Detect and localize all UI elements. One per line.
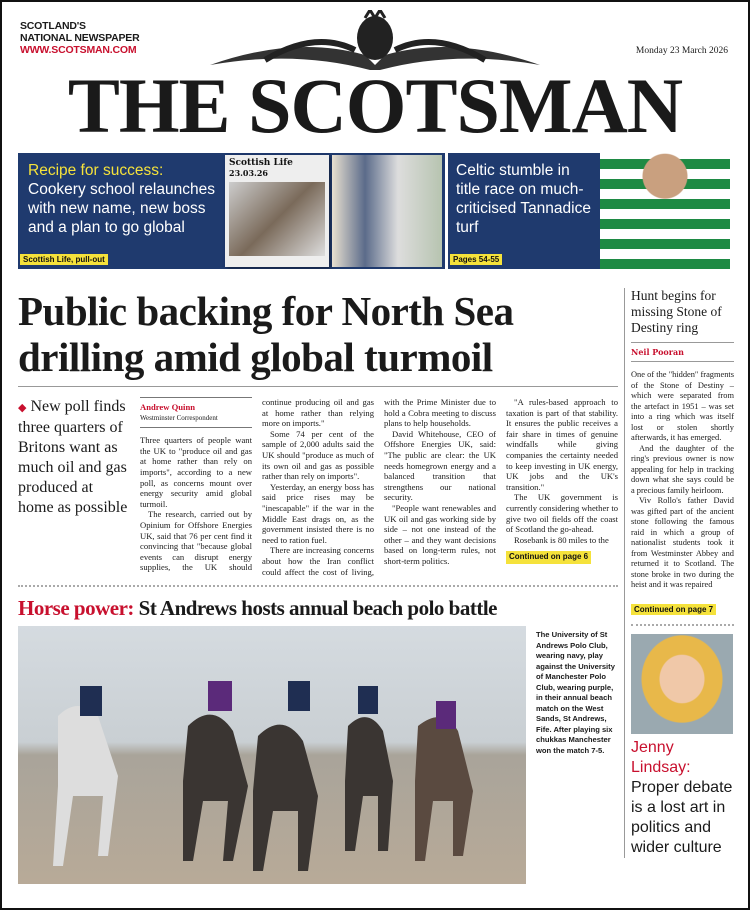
footballer-photo — [600, 153, 730, 269]
paragraph: "A rules-based approach to taxation is part of that stability. It ensures the public receives a fair share in times of genuine windfalls while giving companies the certainty needed to keep investing in UK energy, UK jobs and the UK's transition." — [506, 397, 618, 492]
divider — [631, 624, 734, 626]
side-column — [624, 288, 734, 858]
lead-body — [140, 397, 618, 577]
paragraph: Three quarters of people want the UK to "produce oil and gas at home rather than rely on imports", according to a new poll, as concerns mount over energy security amid global turmoil. — [140, 435, 252, 509]
paragraph: And the daughter of the ring's previous owner is now appealing for help in tracking down what she says could be a precious family heirloom. — [631, 443, 734, 495]
paragraph: Viv Rollo's father David was gifted part of the ancient stone following the famous raid in which a group of nationalist students took it from Westminster Abbey and returned it to Scotland. The stone broke in two during the heist and it was repaired — [631, 496, 734, 589]
promo-label: Pages 54-55 — [450, 254, 502, 265]
promo-label: Scottish Life, pull-out — [20, 254, 108, 265]
promo-text: Celtic stumble in title race on much-criticised Tannadice turf — [456, 162, 591, 236]
paragraph: There are increasing concerns about how the Iran conflict could affect the cost of living, with the Prime Minister due to hold a Cobra meeting to discuss plans to help households. — [262, 397, 496, 577]
promo-kicker: Recipe for success: — [28, 162, 164, 179]
column-promo[interactable] — [631, 738, 734, 858]
paragraph: "People want renewables and UK oil and gas working side by side – not one instead of the other – and they want decisions based on long-term rules, not short-term politics. — [384, 502, 496, 566]
website-link[interactable]: WWW.SCOTSMAN.COM — [20, 44, 137, 56]
polo-headline: Horse power: St Andrews hosts annual beach polo battle — [18, 596, 498, 621]
byline-box — [140, 397, 252, 428]
paragraph: The research, carried out by Opinium for Offshore Energies UK, said that 76 per cent find it convincing that "because global events can disrupt energy supplies, the UK should continue producing oil and gas at home rather than relying more on imports." — [140, 397, 374, 573]
magazine-pages — [332, 155, 442, 267]
tagline-line2: NATIONAL NEWSPAPER — [20, 32, 140, 44]
column-title: Proper debate is a lost art in politics and wider culture — [631, 778, 733, 856]
thistle-crest-logo — [205, 10, 545, 70]
columnist-photo — [631, 634, 733, 734]
divider — [18, 585, 618, 587]
tagline-line1: SCOTLAND'S — [20, 20, 86, 32]
paragraph: Some 74 per cent of the sample of 2,000 adults said the UK should "produce as much of its own oil and gas as possible rather than rely on imports". — [262, 428, 374, 482]
polo-photo — [18, 626, 526, 884]
paragraph: One of the "hidden" fragments of the Stone of Destiny – which were separated from the artefact in 1951 – was set into a ring which was itself lost or stolen shortly afterwards, it has emerged. — [631, 370, 734, 442]
columnist-name: Jenny Lindsay: — [631, 738, 691, 776]
byline: Andrew Quinn — [140, 402, 196, 412]
magazine-date: 23.03.26 — [229, 168, 268, 178]
main-column — [18, 288, 618, 884]
masthead-title: THE SCOTSMAN — [67, 62, 683, 149]
promo-text: Cookery school relaunches with new name, new boss and a plan to go global — [28, 181, 215, 236]
side-headline: Hunt begins for missing Stone of Destiny ring — [631, 288, 722, 335]
magazine-title: Scottish Life — [229, 158, 293, 168]
promo-celtic[interactable] — [448, 153, 730, 269]
side-byline: Neil Pooran — [631, 342, 734, 362]
continued-link[interactable]: Continued on page 7 — [631, 604, 716, 615]
paragraph: The UK government is currently considering whether to give two oil fields off the coast of Scotland the go-ahead. — [506, 492, 618, 535]
paragraph: David Whitehouse, CEO of Offshore Energies UK, said: "The public are clear: the UK needs homegrown energy and a balanced transition that strengthens our national security. — [384, 428, 496, 503]
byline-role: Westminster Correspondent — [140, 413, 218, 422]
promo-scottish-life[interactable] — [18, 153, 445, 269]
lead-headline: Public backing for North Sea drilling amid global turmoil — [18, 288, 514, 380]
issue-date: Monday 23 March 2026 — [635, 46, 728, 56]
magazine-cover — [225, 155, 329, 267]
paragraph: Rosebank is 80 miles to the — [514, 534, 609, 545]
continued-link[interactable]: Continued on page 6 — [506, 551, 591, 564]
paragraph: Yesterday, an energy boss has said price rises may be "inescapable" if the war in the Middle East drags on, as the government insisted there is no need to ration fuel. — [262, 481, 374, 545]
tagline — [20, 20, 140, 56]
lead-standfirst: ◆ New poll finds three quarters of Britons want as much oil and gas produced at home as possible — [18, 398, 128, 516]
polo-caption: The University of St Andrews Polo Club, wearing navy, play against the University of Manchester Polo Club, wearing purple, in their annual beach match on the West Sands, St Andrews, Fife. After playing six chukkas Manchester won the match 7-5. — [536, 630, 615, 755]
